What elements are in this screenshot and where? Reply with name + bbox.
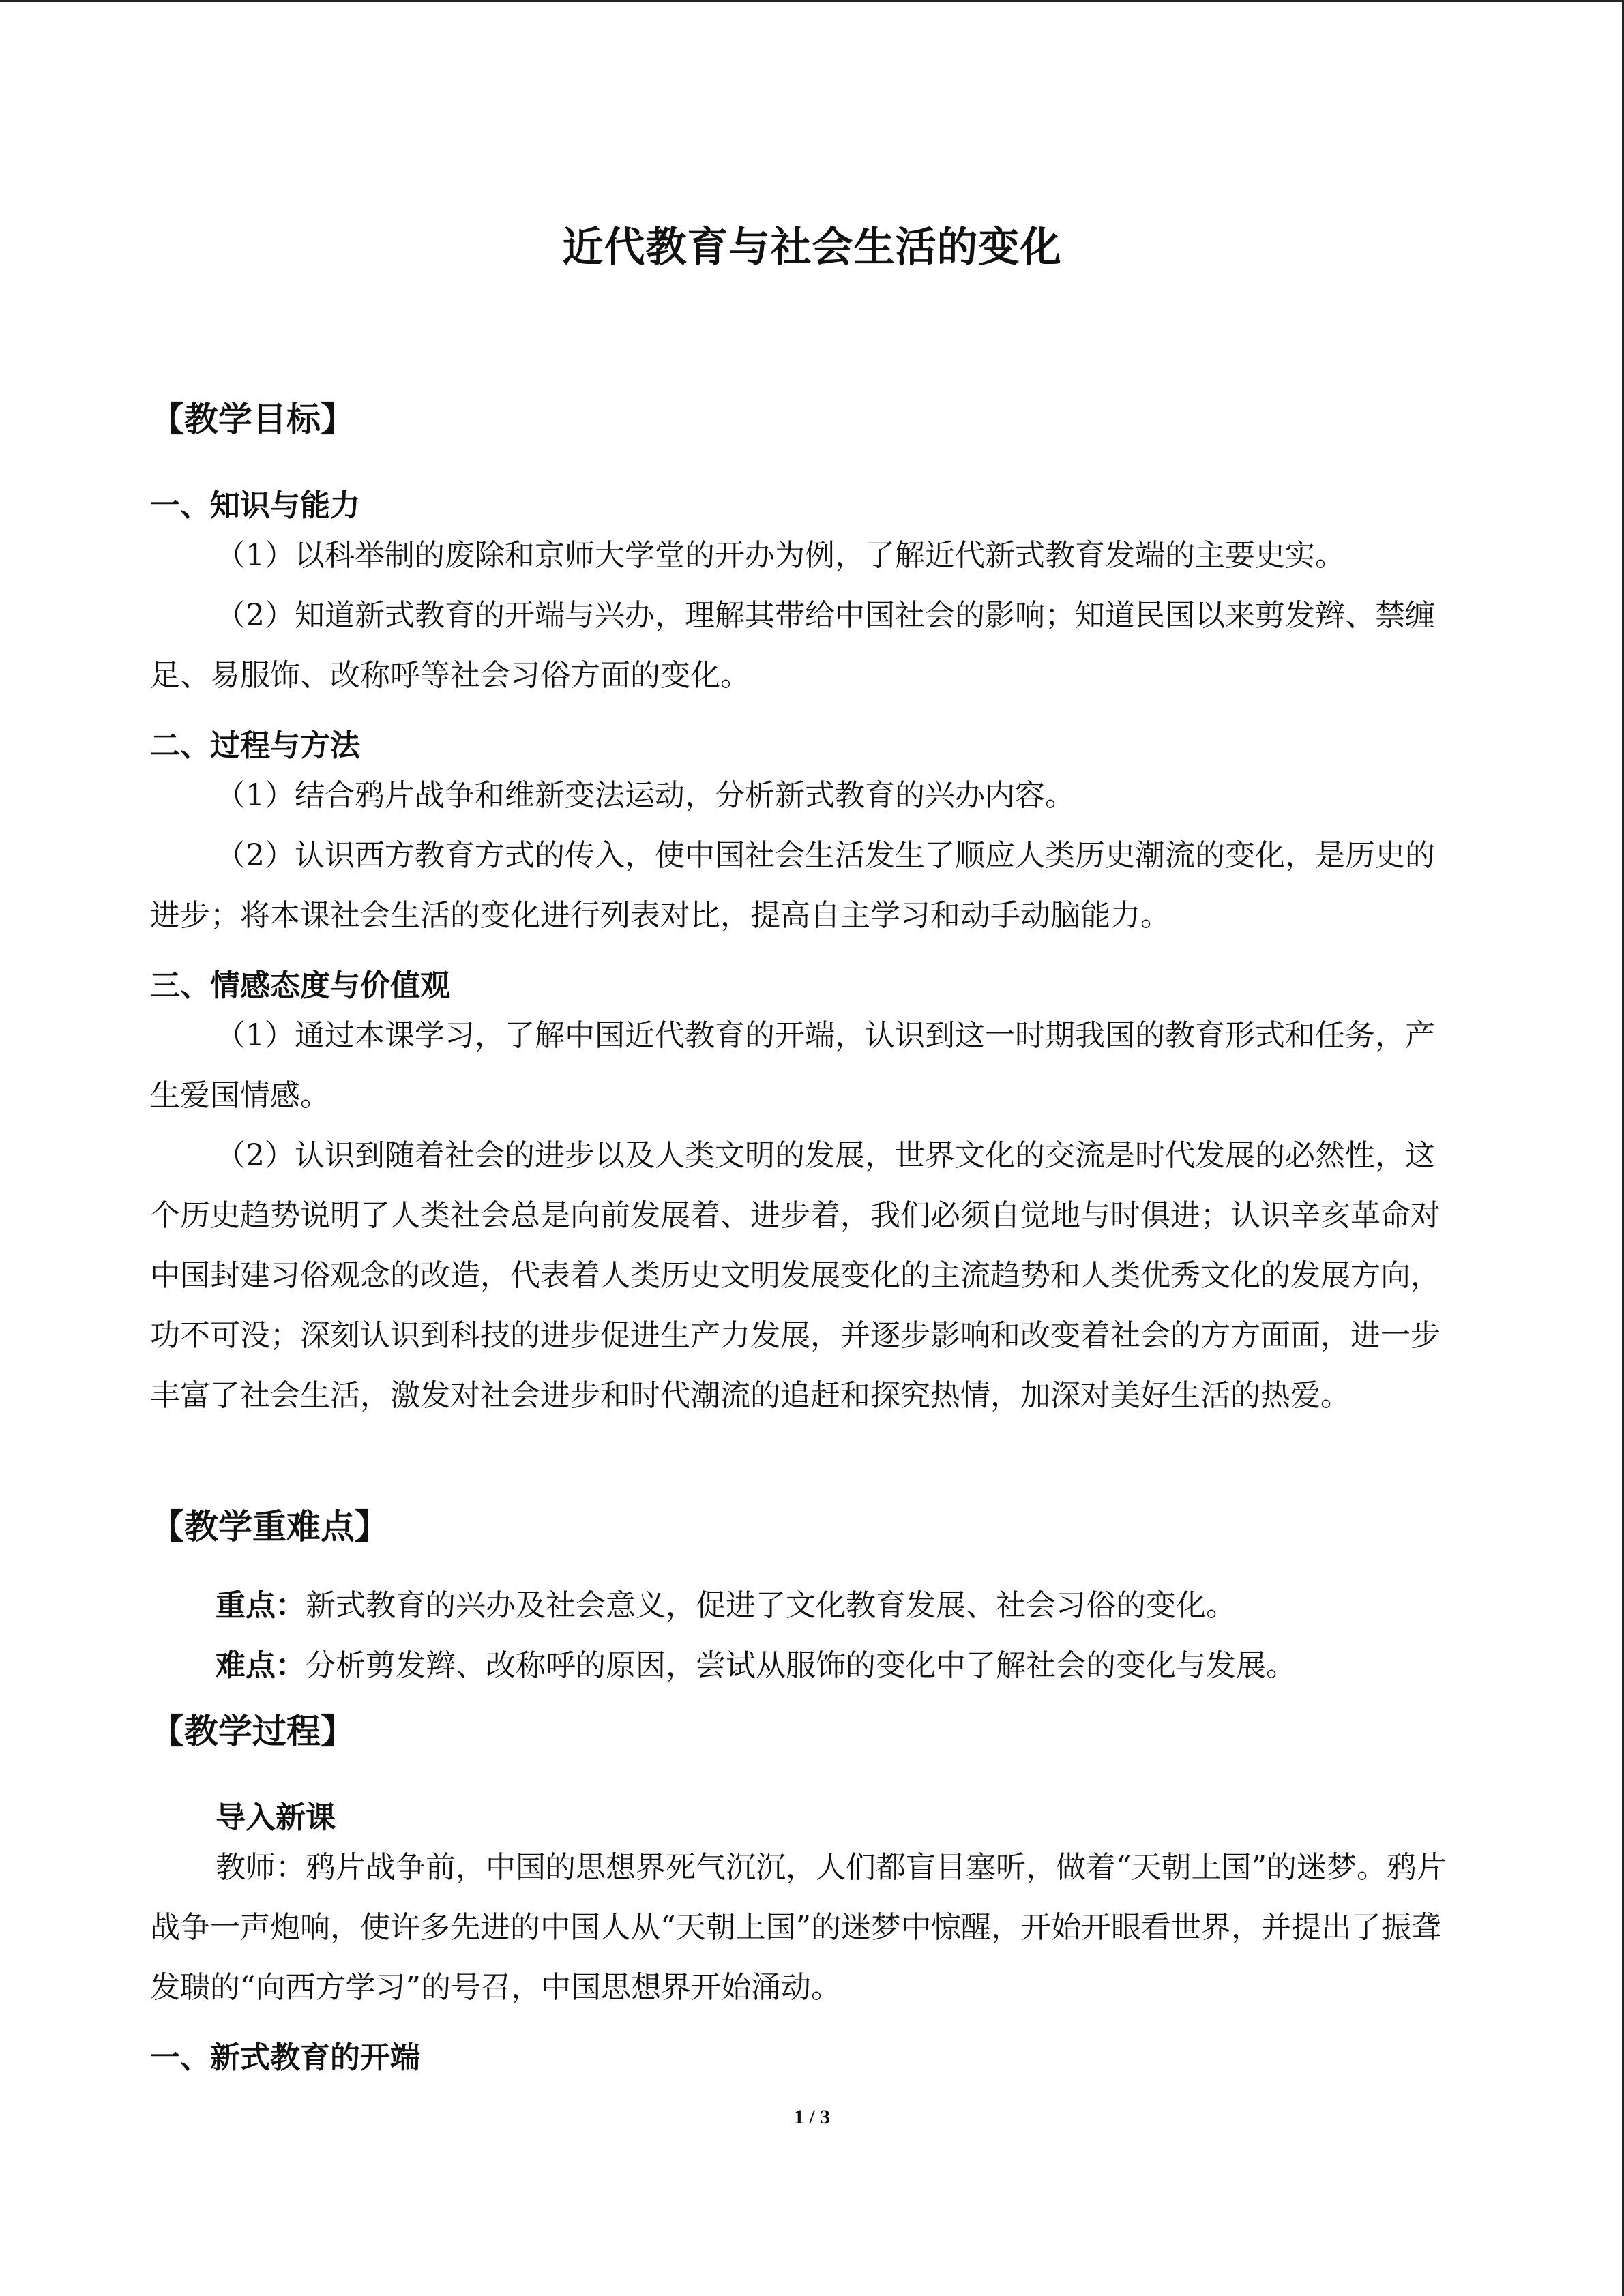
emotion-paragraph-2: （2）认识到随着社会的进步以及人类文明的发展，世界文化的交流是时代发展的必然性，这个历史趋势说明了人类社会总是向前发展着、进步着，我们必须自觉地与时俱进；认识辛亥革命对中国封建习俗观念的改造，代表着人类历史文明发展变化的主流趋势和人类优秀文化的发展方向，功不可没；深刻认识到科技的进步促进生产力发展，并逐步影响和改变着社会的方方面面，进一步丰富了社会生活，激发对社会进步和时代潮流的追赶和探究热情，加深对美好生活的热爱。 (150, 1138, 1441, 1413)
difficulty-line (216, 1636, 1525, 1696)
process-paragraph-2: （2）认识西方教育方式的传入，使中国社会生活发生了顺应人类历史潮流的变化，是历史的进步；将本课社会生活的变化进行列表对比，提高自主学习和动手动脑能力。 (150, 838, 1435, 933)
subheading-process: 二、过程与方法 (150, 728, 360, 763)
subheading-emotion: 三、情感态度与价值观 (150, 968, 450, 1003)
subheading-part1: 一、新式教育的开端 (150, 2040, 420, 2075)
subheading-knowledge: 一、知识与能力 (150, 488, 360, 523)
difficulty-text: 分析剪发辫、改称呼的原因，尝试从服饰的变化中了解社会的变化与发展。 (306, 1648, 1296, 1683)
section-heading-key-points: 【教学重难点】 (150, 1506, 389, 1547)
knowledge-paragraph-2: （2）知道新式教育的开端与兴办，理解其带给中国社会的影响；知道民国以来剪发辫、禁缠足、易服饰、改称呼等社会习俗方面的变化。 (150, 598, 1435, 693)
focus-label: 重点： (216, 1588, 306, 1623)
intro-paragraph: 教师：鸦片战争前，中国的思想界死气沉沉，人们都盲目塞听，做着“天朝上国”的迷梦。鸦片战争一声炮响，使许多先进的中国人从“天朝上国”的迷梦中惊醒，开始开眼看世界，并提出了振聋发聩的“向西方学习”的号召，中国思想界开始涌动。 (150, 1850, 1447, 2005)
subheading-intro: 导入新课 (216, 1800, 336, 1835)
difficulty-label: 难点： (216, 1648, 306, 1683)
process-paragraph-1: （1）结合鸦片战争和维新变法运动，分析新式教育的兴办内容。 (216, 778, 1075, 813)
page-number: 1 / 3 (793, 2106, 831, 2128)
focus-text: 新式教育的兴办及社会意义，促进了文化教育发展、社会习俗的变化。 (306, 1588, 1236, 1623)
section-heading-teaching-process: 【教学过程】 (150, 1711, 355, 1751)
focus-line (216, 1576, 1525, 1636)
emotion-paragraph-1: （1）通过本课学习，了解中国近代教育的开端，认识到这一时期我国的教育形式和任务，产生爱国情感。 (150, 1018, 1435, 1113)
knowledge-paragraph-1: （1）以科举制的废除和京师大学堂的开办为例，了解近代新式教育发端的主要史实。 (216, 538, 1345, 573)
section-heading-objectives: 【教学目标】 (150, 399, 355, 439)
document-title: 近代教育与社会生活的变化 (562, 224, 1062, 271)
